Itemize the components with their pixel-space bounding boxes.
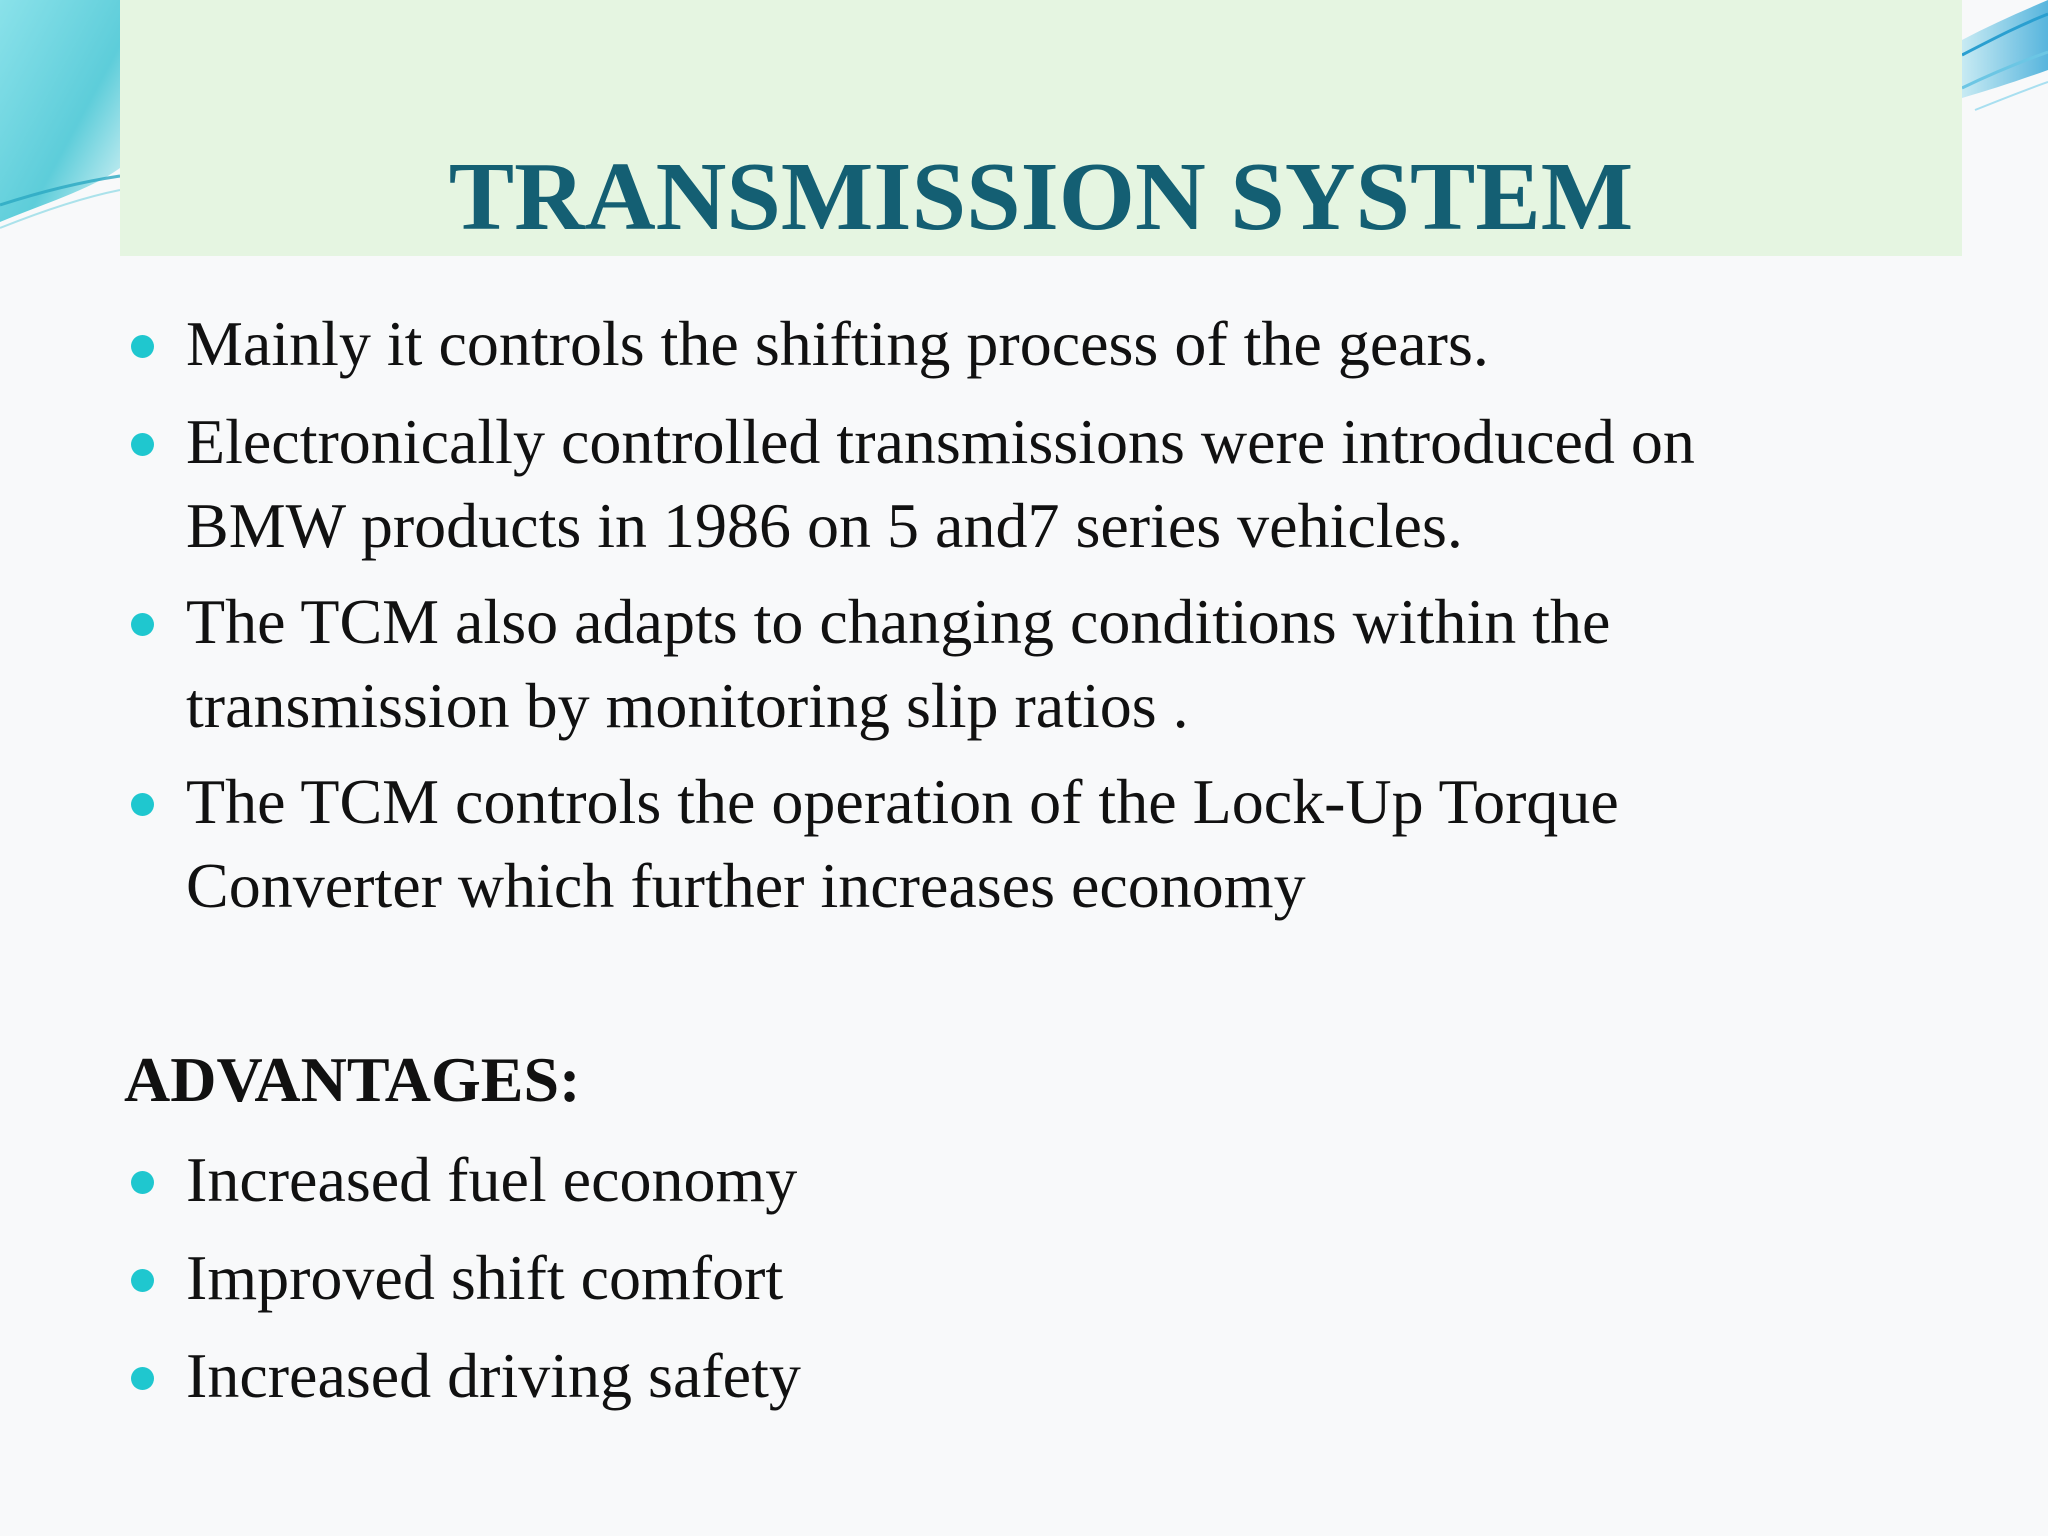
bullet-text: Mainly it controls the shifting process of the gears. — [186, 308, 1489, 379]
bullet-dot-icon — [131, 1171, 154, 1194]
advantages-heading: ADVANTAGES: — [124, 1044, 581, 1115]
bullet-item — [186, 400, 1886, 568]
advantage-item — [186, 1236, 1886, 1320]
slide-title: TRANSMISSION SYSTEM — [448, 143, 1634, 251]
advantage-item — [186, 1334, 1886, 1418]
bullet-item — [186, 302, 1886, 386]
bullet-text-line: BMW products in 1986 on 5 and7 series vehicles. — [186, 490, 1463, 561]
advantage-text: Increased fuel economy — [186, 1144, 798, 1215]
bullet-dot-icon — [131, 335, 154, 358]
bullet-dot-icon — [131, 1269, 154, 1292]
bullet-text-line: Converter which further increases economy — [186, 850, 1306, 921]
bullet-text-line: transmission by monitoring slip ratios . — [186, 670, 1189, 741]
bullet-dot-icon — [131, 1367, 154, 1390]
bullet-text-line: The TCM also adapts to changing conditions within the — [186, 586, 1611, 657]
bullet-dot-icon — [131, 793, 154, 816]
bullet-dot-icon — [131, 433, 154, 456]
advantage-item — [186, 1138, 1886, 1222]
bullet-item — [186, 760, 1886, 928]
bullet-item — [186, 580, 1886, 748]
bullet-text-line: Electronically controlled transmissions were introduced on — [186, 406, 1695, 477]
bullet-text-line: The TCM controls the operation of the Lock-Up Torque — [186, 766, 1619, 837]
advantage-text: Increased driving safety — [186, 1340, 801, 1411]
bullet-dot-icon — [131, 613, 154, 636]
advantage-text: Improved shift comfort — [186, 1242, 784, 1313]
